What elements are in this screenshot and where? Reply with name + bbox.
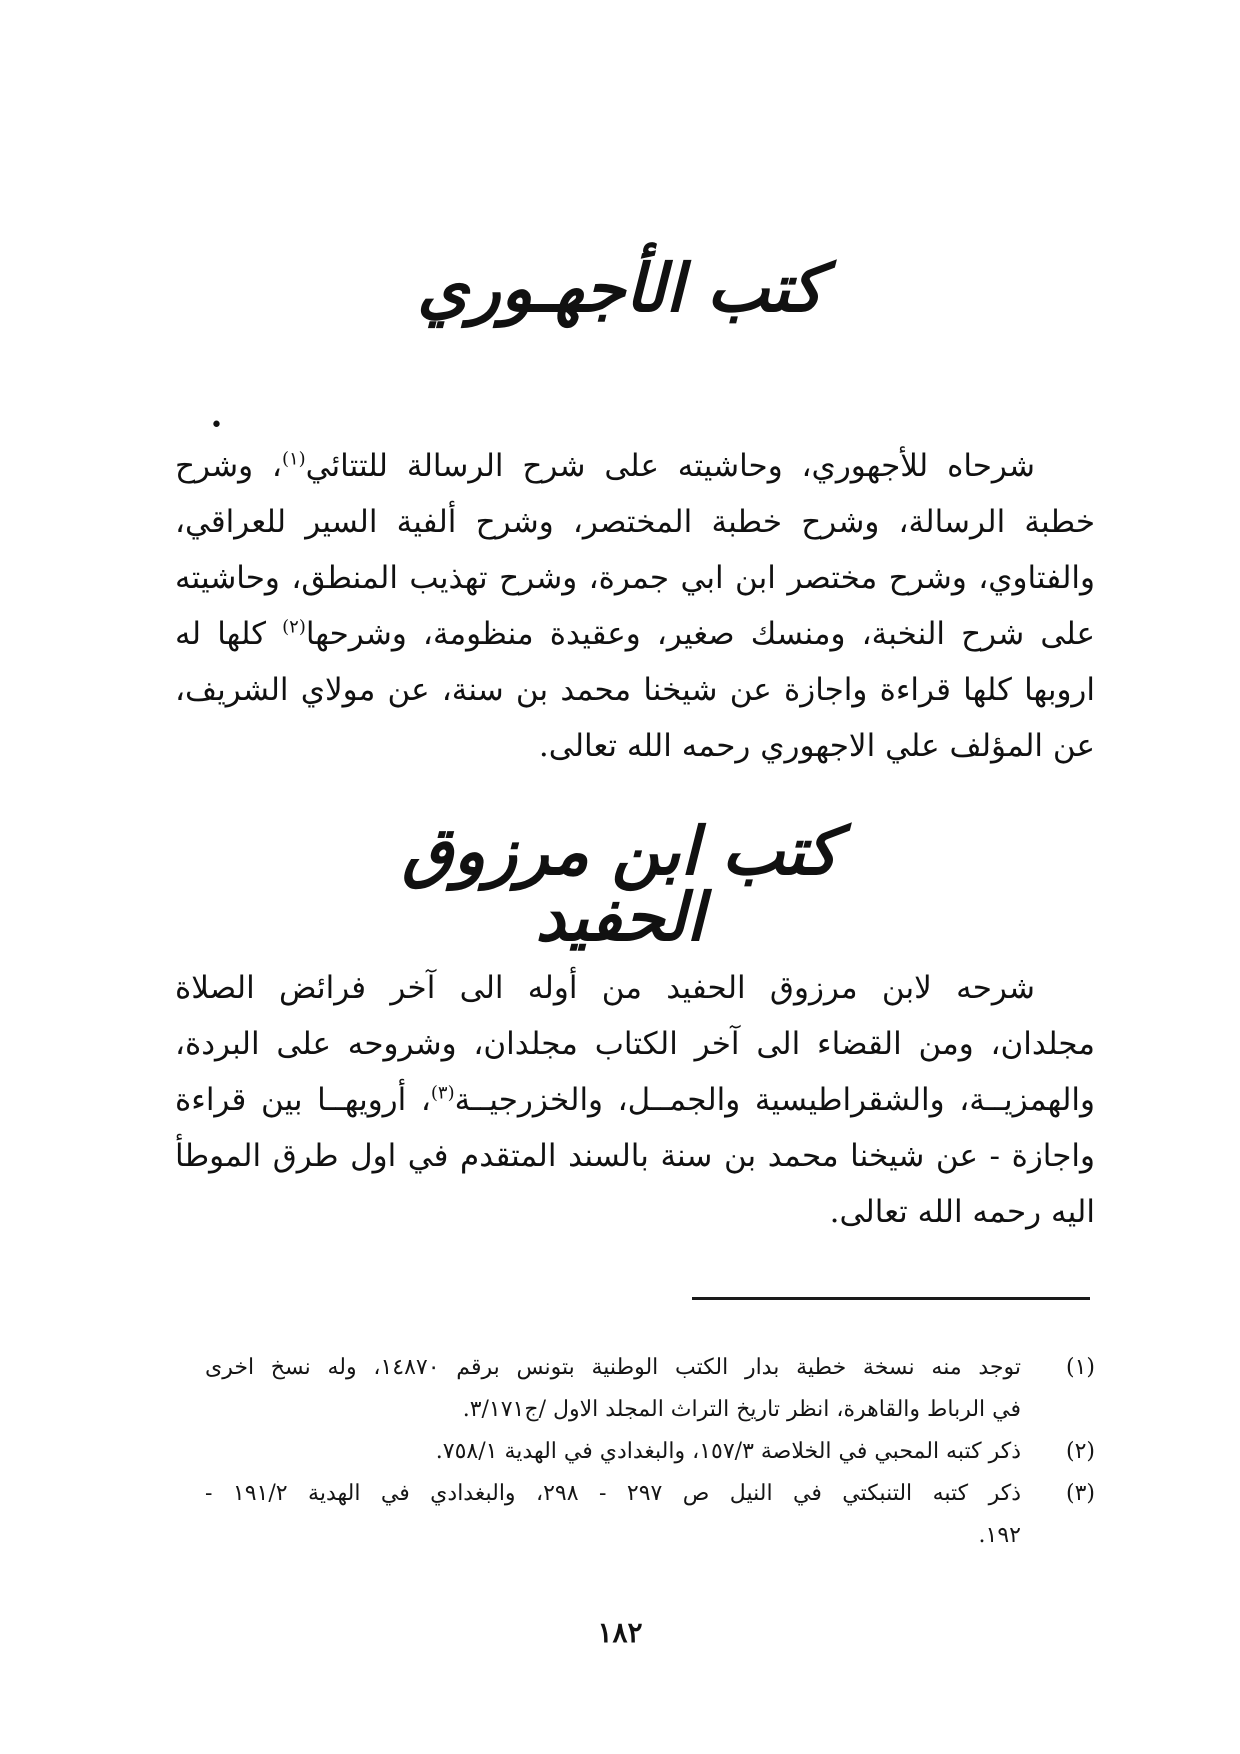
footnotes <box>205 1347 1095 1557</box>
text-line: اروبها كلها قراءة واجازة عن شيخنا محمد بن سنة، عن مولاي الشريف، <box>175 672 1095 708</box>
text-line: عن المؤلف علي الاجهوري رحمه الله تعالى. <box>538 728 1095 764</box>
footnote-number: (١) <box>1065 1355 1095 1380</box>
footnote-line: ذكر كتبه التنبكتي في النيل ص ٢٩٧ - ٢٩٨، والبغدادي في الهدية ١٩١/٢ - <box>205 1481 1022 1506</box>
footnote <box>205 1431 1095 1473</box>
text-line: والهمزيــة، والشقراطيسية والجمــل، والخزرجيــة$^{(٣)}$، أرويهــا بين قراءة <box>175 1082 1095 1118</box>
footnote-ref[interactable]: (٢) <box>282 616 306 638</box>
footnote-line: ١٩٢. <box>978 1523 1021 1548</box>
text-line: شرحاه للأجهوري، وحاشيته على شرح الرسالة للتتائي$^{(١)}$، وشرح <box>175 448 1036 484</box>
text-line: والفتاوي، وشرح مختصر ابن ابي جمرة، وشرح تهذيب المنطق، وحاشيته <box>175 560 1095 596</box>
text-line: واجازة - عن شيخنا محمد بن سنة بالسند المتقدم في اول طرق الموطأ <box>175 1138 1095 1174</box>
footnote-ref[interactable]: (١) <box>281 448 306 470</box>
body-text-ibn-marzuq <box>175 960 1095 1240</box>
footnote-ref[interactable]: (٣) <box>430 1082 455 1104</box>
text-line: مجلدان، ومن القضاء الى آخر الكتاب مجلدان، وشروحه على البردة، <box>175 1026 1095 1062</box>
text-line: على شرح النخبة، ومنسك صغير، وعقيدة منظومة، وشرحها$^{(٢)}$ كلها له <box>175 616 1095 652</box>
text-line: اليه رحمه الله تعالى. <box>829 1194 1095 1230</box>
page-number: ١٨٢ <box>597 1616 643 1649</box>
footnote-number: (٢) <box>1065 1439 1095 1464</box>
footnote-number: (٣) <box>1065 1481 1095 1506</box>
footnote-line: ذكر كتبه المحبي في الخلاصة ١٥٧/٣، والبغدادي في الهدية ٧٥٨/١. <box>435 1439 1021 1464</box>
section-heading-ibn-marzuq: كتب ابن مرزوق الحفيد <box>402 812 838 956</box>
text-line: شرحه لابن مرزوق الحفيد من أوله الى آخر فرائض الصلاة <box>175 970 1035 1006</box>
body-text-ajhouri <box>175 438 1095 774</box>
text-line: خطبة الرسالة، وشرح خطبة المختصر، وشرح ألفية السير للعراقي، <box>175 504 1095 540</box>
footnote-line: في الرباط والقاهرة، انظر تاريخ التراث المجلد الاول /ج٣/١٧١. <box>462 1397 1021 1422</box>
ornament-dots: • <box>210 413 224 438</box>
footnote-separator <box>692 1297 1090 1300</box>
footnote <box>205 1347 1095 1431</box>
footnote <box>205 1473 1095 1557</box>
footnote-line: توجد منه نسخة خطية بدار الكتب الوطنية بتونس برقم ١٤٨٧٠، وله نسخ اخرى <box>205 1355 1021 1380</box>
section-heading-ajhouri: كتب الأجهـوري <box>417 249 823 327</box>
